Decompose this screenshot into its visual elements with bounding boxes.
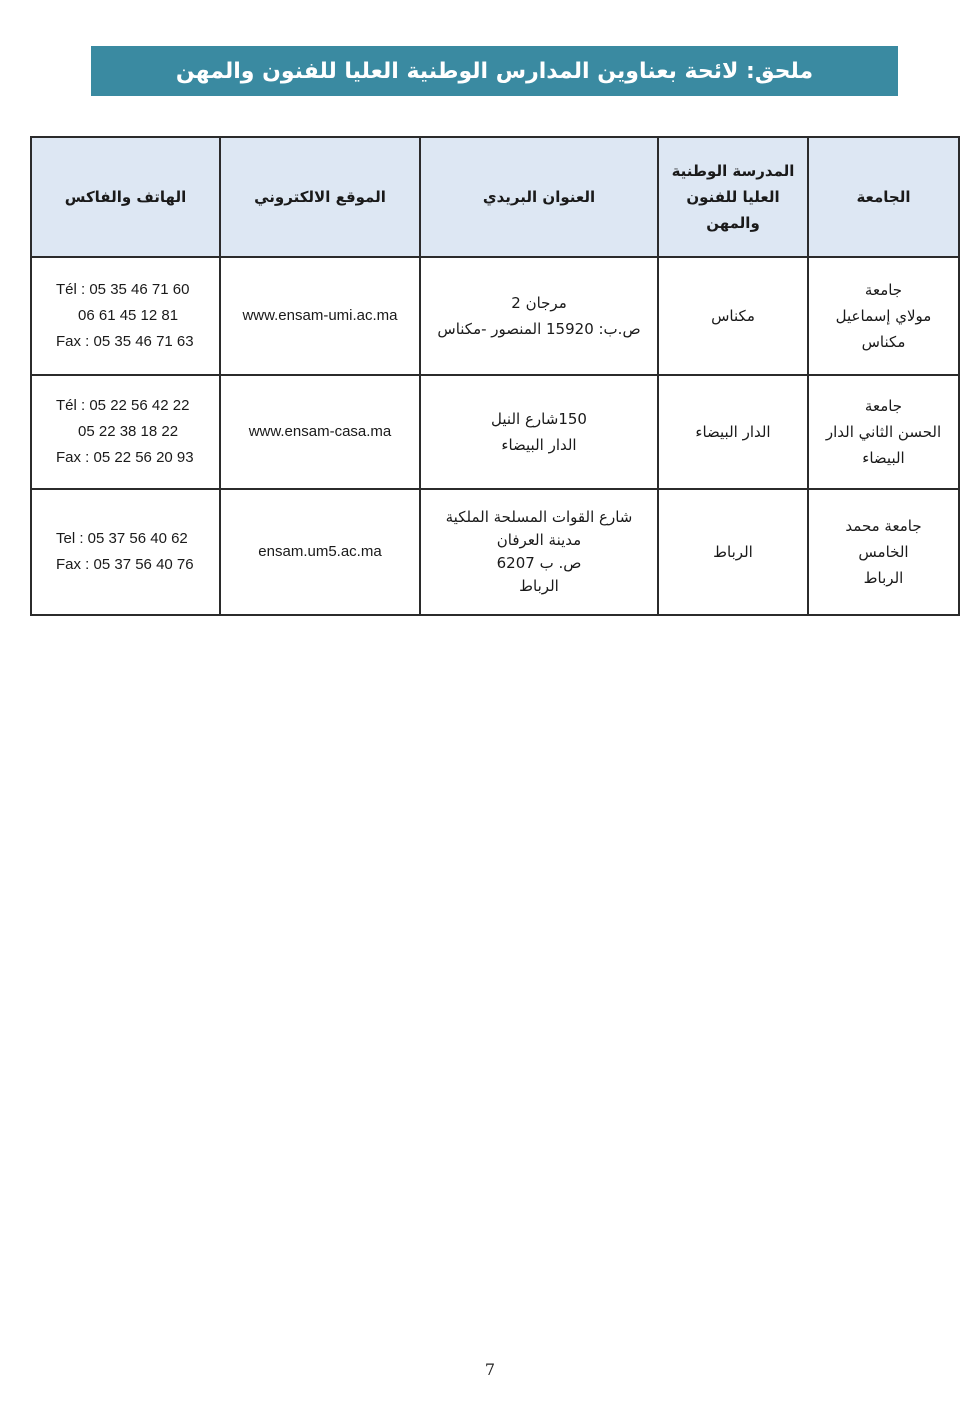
website-cell [220, 375, 420, 489]
table-row [31, 257, 959, 375]
address-line: مرجان 2 [511, 293, 567, 312]
university-cell [808, 375, 959, 489]
address-line: الدار البيضاء [501, 436, 577, 454]
header-university: الجامعة [808, 137, 959, 257]
university-line: جامعة [864, 280, 903, 299]
phone-cell [31, 375, 220, 489]
header-website: الموقع الالكتروني [220, 137, 420, 257]
address-line: ص. ب 6207 [496, 554, 582, 572]
phone-line: Tél : 05 22 56 42 22 [56, 396, 190, 414]
website-cell [220, 257, 420, 375]
address-line: 150شارع النيل [491, 409, 587, 428]
phone-cell [31, 489, 220, 615]
address-line: ص.ب: 15920 المنصور -مكناس [437, 320, 641, 338]
phone-line: Tel : 05 37 56 40 62 [56, 529, 188, 547]
university-line: الحسن الثاني الدار [825, 422, 942, 441]
address-line: مدينة العرفان [496, 530, 582, 549]
university-line: مولاي إسماعيل [835, 306, 932, 325]
university-line: الخامس [858, 542, 909, 561]
university-cell [808, 489, 959, 615]
phone-line: Tél : 05 35 46 71 60 [56, 280, 190, 298]
title-banner [91, 46, 898, 96]
table-header-row [31, 137, 959, 257]
website-link[interactable]: www.ensam-casa.ma [248, 423, 392, 441]
address-cell [420, 489, 658, 615]
school-cell: الرباط [658, 489, 808, 615]
phone-line: Fax : 05 22 56 20 93 [56, 449, 194, 467]
website-cell [220, 489, 420, 615]
address-cell [420, 375, 658, 489]
university-line: مكناس [861, 333, 906, 352]
school-cell: الدار البيضاء [658, 375, 808, 489]
phone-line: 05 22 38 18 22 [78, 422, 179, 440]
address-line: شارع القوات المسلحة الملكية [445, 507, 633, 526]
phone-line: Fax : 05 37 56 40 76 [56, 556, 194, 573]
phone-line: 06 61 45 12 81 [78, 306, 179, 324]
header-phone-fax: الهاتف والفاكس [31, 137, 220, 257]
university-line: جامعة [864, 396, 903, 415]
address-line: الرباط [519, 577, 559, 596]
university-cell [808, 257, 959, 375]
university-line: البيضاء [862, 449, 905, 468]
header-address: العنوان البريدي [420, 137, 658, 257]
page-title: ملحق: لائحة بعناوين المدارس الوطنية العليا للفنون والمهن [175, 58, 814, 84]
university-line: الرباط [863, 569, 904, 588]
phone-cell [31, 257, 220, 375]
table-row [31, 375, 959, 489]
header-school: المدرسة الوطنية العليا للفنون والمهن [658, 137, 808, 257]
table-row [31, 489, 959, 615]
phone-line: Fax : 05 35 46 71 63 [56, 333, 194, 351]
address-cell [420, 257, 658, 375]
school-cell: مكناس [658, 257, 808, 375]
website-link[interactable]: ensam.um5.ac.ma [258, 543, 382, 561]
website-link[interactable]: www.ensam-umi.ac.ma [242, 307, 398, 325]
page-number: 7 [484, 1360, 496, 1379]
university-line: جامعة محمد [845, 516, 922, 535]
schools-table [30, 136, 960, 616]
